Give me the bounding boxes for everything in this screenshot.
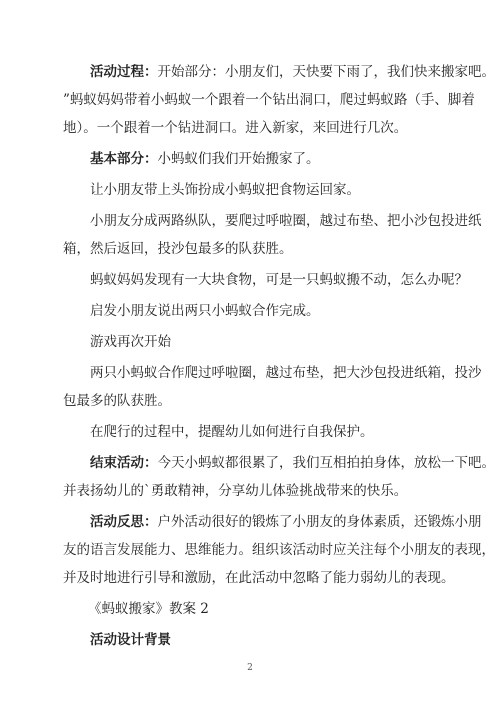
basic-part-text: 小蚂蚁们我们开始搬家了。	[157, 151, 320, 167]
paragraph-two-ants-2: 包最多的队获胜。	[63, 393, 171, 409]
reflection-text: 户外活动很好的锻炼了小朋友的身体素质，还锻炼小朋	[157, 514, 482, 530]
basic-part-label: 基本部分：	[90, 151, 158, 167]
reflection-label: 活动反思：	[90, 514, 158, 530]
activity-process-label: 活动过程：	[90, 64, 158, 80]
paragraph-two-lines-1: 小朋友分成两路纵队，要爬过呼啦圈，越过布垫、把小沙包投进纸	[90, 213, 482, 229]
basic-part-line	[90, 150, 470, 168]
ending-line-1	[90, 454, 495, 472]
paragraph-big-food: 蚂蚁妈妈发现有一大块食物，可是一只蚂蚁搬不动，怎么办呢？	[90, 272, 468, 288]
paragraph-safety: 在爬行的过程中，提醒幼儿如何进行自我保护。	[90, 424, 374, 440]
page-number: 2	[247, 663, 253, 673]
ending-label: 结束活动：	[90, 455, 158, 471]
activity-process-line-2: ”蚂蚁妈妈带着小蚂蚁一个跟着一个钻出洞口，爬过蚂蚁路（手、脚着	[63, 92, 475, 108]
paragraph-headwear: 让小朋友带上头饰扮成小蚂蚁把食物运回家。	[90, 182, 360, 198]
paragraph-game-again: 游戏再次开始	[90, 334, 171, 350]
lesson-title: 《蚂蚁搬家》教案 2	[88, 601, 209, 617]
paragraph-cooperate: 启发小朋友说出两只小蚂蚁合作完成。	[90, 303, 320, 319]
activity-process-line-1	[90, 63, 495, 81]
reflection-line-1	[90, 513, 482, 531]
paragraph-two-lines-2: 箱，然后返回，投沙包最多的队获胜。	[63, 241, 293, 257]
ending-line-2: 并表扬幼儿的`勇敢精神，分享幼儿体验挑战带来的快乐。	[63, 483, 408, 499]
reflection-line-2: 友的语言发展能力、思维能力。组织该活动时应关注每个小朋友的表现，	[63, 542, 495, 558]
activity-process-text: 开始部分：小朋友们，天快要下雨了，我们快来搬家吧。	[157, 64, 495, 80]
section-heading-design-background: 活动设计背景	[90, 632, 171, 648]
reflection-line-3: 并及时地进行引导和激励，在此活动中忽略了能力弱幼儿的表现。	[63, 570, 455, 586]
activity-process-line-3: 地）。一个跟着一个钻进洞口。进入新家，来回进行几次。	[63, 120, 408, 136]
ending-text: 今天小蚂蚁都很累了，我们互相拍拍身体，放松一下吧。	[157, 455, 495, 471]
paragraph-two-ants-1: 两只小蚂蚁合作爬过呼啦圈，越过布垫，把大沙包投进纸箱，投沙	[90, 365, 482, 381]
